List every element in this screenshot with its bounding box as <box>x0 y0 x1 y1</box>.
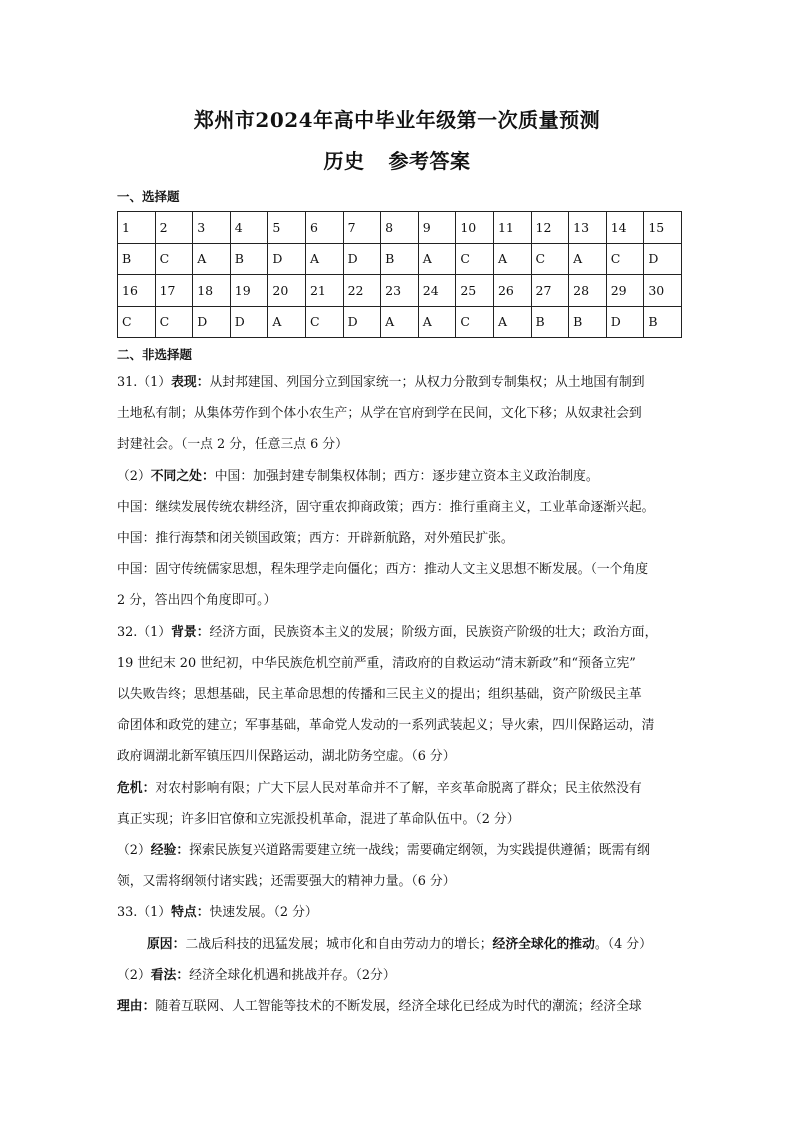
answer-keyword: 原因： <box>147 936 186 952</box>
question-number-cell: 1 <box>118 212 156 244</box>
answer-text: 命团体和政党的建立；军事基础，革命党人发动的一系列武装起义；导火索，四川保路运动，清 <box>117 718 655 734</box>
answer-line <box>117 461 679 492</box>
question-number-cell: 27 <box>531 275 569 307</box>
question-number-cell: 21 <box>305 275 343 307</box>
answer-cell: A <box>193 243 231 275</box>
answer-cell: B <box>381 243 419 275</box>
answer-text: 中国：固守传统儒家思想，程朱理学走向僵化；西方：推动人文主义思想不断发展。（一个角度 <box>117 562 649 578</box>
question-number-cell: 14 <box>606 212 644 244</box>
answer-cell: C <box>155 306 193 338</box>
answer-text: 33.（1） <box>117 905 172 921</box>
answer-line <box>117 648 679 679</box>
answer-text: 政府调湖北新军镇压四川保路运动，湖北防务空虚。（6 分） <box>117 749 456 765</box>
question-number-cell: 10 <box>456 212 494 244</box>
question-number-cell: 3 <box>193 212 231 244</box>
answer-text: 二战后科技的迅猛发展；城市化和自由劳动力的增长； <box>185 936 493 952</box>
answer-keyword: 不同之处： <box>150 468 215 484</box>
answer-keyword: 看法： <box>150 967 190 983</box>
answer-line <box>117 960 679 991</box>
question-number-cell: 18 <box>193 275 231 307</box>
answer-cell: A <box>493 306 531 338</box>
question-number-cell: 28 <box>569 275 607 307</box>
answer-line <box>117 398 679 429</box>
question-number-cell: 15 <box>644 212 682 244</box>
answer-line <box>117 585 679 616</box>
answer-keyword: 经验： <box>150 843 190 859</box>
answer-keyword: 危机： <box>117 780 156 796</box>
question-number-cell: 6 <box>305 212 343 244</box>
answer-text: 32.（1） <box>117 624 172 640</box>
question-number-cell: 8 <box>381 212 419 244</box>
answer-line <box>117 679 679 710</box>
answer-keyword: 经济全球化的推动 <box>492 936 595 952</box>
answer-cell: B <box>531 306 569 338</box>
answer-text: 2 分，答出四个角度即可。） <box>117 593 277 609</box>
answer-cell: D <box>268 243 306 275</box>
answer-cell: C <box>118 306 156 338</box>
answer-cell: D <box>343 243 381 275</box>
answer-line <box>117 804 679 835</box>
open-answers <box>117 367 679 1022</box>
answer-line <box>117 617 679 648</box>
subject-label: 历史 <box>323 149 365 173</box>
answer-cell: D <box>230 306 268 338</box>
answer-text: 。（4 分） <box>594 936 652 952</box>
answer-text: 19 世纪末 20 世纪初，中华民族危机空前严重，清政府的自救运动“清末新政”和“预备立宪” <box>117 655 636 671</box>
answer-line <box>117 773 679 804</box>
question-number-row <box>118 212 682 244</box>
question-number-cell: 17 <box>155 275 193 307</box>
answer-line <box>117 866 679 897</box>
question-number-cell: 30 <box>644 275 682 307</box>
answer-text: 中国：继续发展传统农耕经济，固守重农抑商政策；西方：推行重商主义，工业革命逐渐兴起。 <box>117 499 655 515</box>
question-number-cell: 19 <box>230 275 268 307</box>
answer-text: 中国：推行海禁和闭关锁国政策；西方：开辟新航路，对外殖民扩张。 <box>117 531 514 547</box>
question-number-cell: 20 <box>268 275 306 307</box>
answer-text: 以失败告终；思想基础，民主革命思想的传播和三民主义的提出；组织基础，资产阶级民主革 <box>117 687 642 703</box>
question-number-cell: 4 <box>230 212 268 244</box>
answer-keyword: 背景： <box>171 624 210 640</box>
answer-key-label: 参考答案 <box>388 149 471 173</box>
section-heading-choice: 一、选择题 <box>117 189 180 204</box>
question-number-cell: 7 <box>343 212 381 244</box>
answer-keyword: 表现： <box>171 375 210 390</box>
answer-cell: B <box>118 243 156 275</box>
answer-row <box>118 306 682 338</box>
answer-table <box>117 211 682 338</box>
answer-text: 快速发展。（2 分） <box>209 905 318 921</box>
answer-keyword: 特点： <box>171 905 210 921</box>
answer-text: （2） <box>117 967 151 983</box>
question-number-cell: 12 <box>531 212 569 244</box>
page-subtitle <box>0 145 794 174</box>
answer-text: 中国：加强封建专制集权体制；西方：逐步建立资本主义政治制度。 <box>214 468 599 484</box>
question-number-cell: 13 <box>569 212 607 244</box>
answer-row <box>118 243 682 275</box>
answer-text: 对农村影响有限；广大下层人民对革命并不了解，辛亥革命脱离了群众；民主依然没有 <box>155 780 642 796</box>
answer-cell: A <box>268 306 306 338</box>
answer-text: 探索民族复兴道路需要建立统一战线；需要确定纲领，为实践提供遵循；既需有纲 <box>189 843 650 859</box>
answer-cell: C <box>456 306 494 338</box>
answer-cell: A <box>305 243 343 275</box>
answer-line <box>117 710 679 741</box>
answer-line <box>117 554 679 585</box>
answer-cell: A <box>493 243 531 275</box>
answer-cell: A <box>381 306 419 338</box>
answer-line <box>117 929 679 960</box>
answer-line <box>117 835 679 866</box>
answer-cell: B <box>644 306 682 338</box>
answer-text: 土地私有制；从集体劳作到个体小农生产；从学在官府到学在民间，文化下移；从奴隶社会到 <box>117 406 642 422</box>
question-number-cell: 26 <box>493 275 531 307</box>
answer-text: 31.（1） <box>117 375 172 390</box>
answer-text: 随着互联网、人工智能等技术的不断发展，经济全球化已经成为时代的潮流；经济全球 <box>155 999 642 1015</box>
answer-text: 经济全球化机遇和挑战并存。（2分） <box>189 967 396 983</box>
answer-text: （2） <box>117 468 151 484</box>
answer-text: 封建社会。（一点 2 分，任意三点 6 分） <box>117 437 348 453</box>
answer-text: 从封邦建国、列国分立到国家统一；从权力分散到专制集权；从土地国有制到 <box>209 375 645 390</box>
answer-line <box>117 492 679 523</box>
answer-cell: A <box>569 243 607 275</box>
question-number-cell: 24 <box>418 275 456 307</box>
answer-cell: C <box>155 243 193 275</box>
question-number-cell: 23 <box>381 275 419 307</box>
question-number-cell: 16 <box>118 275 156 307</box>
question-number-cell: 22 <box>343 275 381 307</box>
answer-cell: A <box>418 306 456 338</box>
answer-cell: B <box>569 306 607 338</box>
answer-line <box>117 429 679 460</box>
question-number-row <box>118 275 682 307</box>
answer-cell: C <box>456 243 494 275</box>
answer-cell: A <box>418 243 456 275</box>
answer-line <box>117 991 679 1022</box>
answer-line <box>117 741 679 772</box>
answer-text: 真正实现；许多旧官僚和立宪派投机革命，混进了革命队伍中。（2 分） <box>117 811 520 827</box>
answer-keyword: 理由： <box>117 999 156 1015</box>
answer-cell: D <box>193 306 231 338</box>
question-number-cell: 5 <box>268 212 306 244</box>
answer-line <box>117 523 679 554</box>
answer-text: （2） <box>117 843 151 859</box>
section-heading-open: 二、非选择题 <box>117 347 193 362</box>
answer-text: 经济方面，民族资本主义的发展；阶级方面，民族资产阶级的壮大；政治方面， <box>209 624 658 640</box>
answer-cell: C <box>531 243 569 275</box>
answer-cell: C <box>606 243 644 275</box>
answer-cell: C <box>305 306 343 338</box>
page-title: 郑州市2024年高中毕业年级第一次质量预测 <box>193 108 601 132</box>
answer-cell: D <box>606 306 644 338</box>
answer-line <box>117 367 679 398</box>
question-number-cell: 2 <box>155 212 193 244</box>
answer-line <box>117 897 679 928</box>
question-number-cell: 25 <box>456 275 494 307</box>
answer-cell: D <box>644 243 682 275</box>
question-number-cell: 9 <box>418 212 456 244</box>
answer-cell: B <box>230 243 268 275</box>
answer-text: 领，又需将纲领付诸实践；还需要强大的精神力量。（6 分） <box>117 874 456 890</box>
answer-cell: D <box>343 306 381 338</box>
question-number-cell: 29 <box>606 275 644 307</box>
question-number-cell: 11 <box>493 212 531 244</box>
